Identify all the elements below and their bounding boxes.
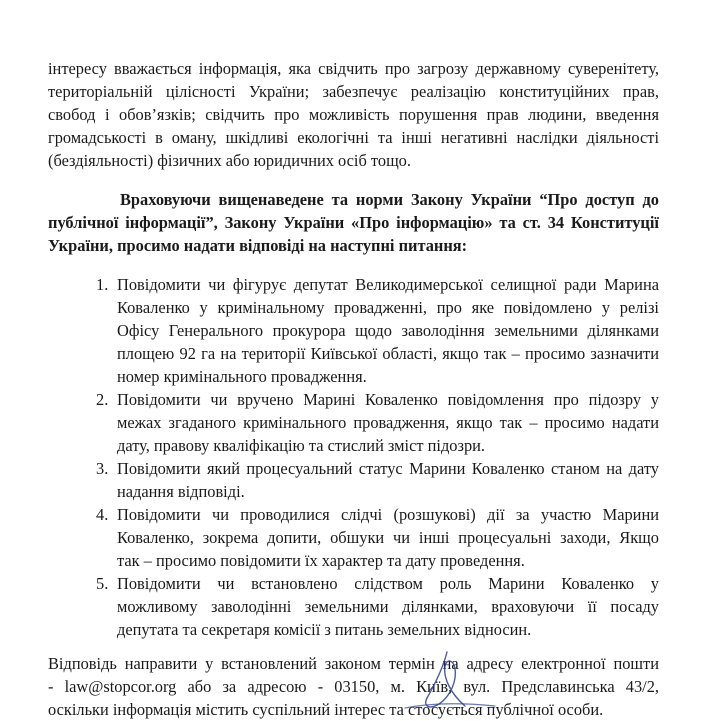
list-item-number: 4.: [96, 505, 109, 524]
list-item-line: Коваленко у кримінальному провадженні, про яке повідомлено у релізі: [117, 298, 659, 317]
list-item-line: Повідомити чи вручено Марині Коваленко повідомлення про підозру у: [117, 390, 659, 409]
list-item-line: Повідомити чи проводилися слідчі (розшукові) дії за участю Марини: [117, 505, 659, 524]
list-item-line: Офісу Генерального прокурора щодо заволодіння земельними ділянками: [117, 321, 659, 340]
intro-line: (бездіяльності) фізичних або юридичних осіб тощо.: [48, 151, 411, 170]
list-item-number: 1.: [96, 275, 109, 294]
list-item-number: 2.: [96, 390, 109, 409]
list-item-line: депутата та секретаря комісії з питань земельних відносин.: [117, 620, 532, 639]
list-item-line: так – просимо повідомити їх характер та дату проведення.: [117, 551, 525, 570]
closing-line: оскільки інформація містить суспільний інтерес та стосується публічної особи.: [48, 700, 604, 719]
list-item-line: дату, правову кваліфікацію та стислий зміст підозри.: [117, 436, 486, 455]
intro-line: громадськості в оману, шкідливі екологічні та інші негативні наслідки діяльності: [48, 128, 659, 147]
list-item-line: Повідомити чи встановлено слідством роль Марини Коваленко у: [117, 574, 659, 593]
list-item-line: Повідомити чи фігурує депутат Великодимерської селищної ради Марина: [117, 275, 659, 294]
list-item-line: межах згаданого кримінального провадження, якщо так – просимо надати: [117, 413, 659, 432]
closing-line: - law@stopcor.org або за адресою - 03150, м. Київ, вул. Предславинська 43/2,: [48, 677, 659, 696]
list-item-line: надання відповіді.: [117, 482, 245, 501]
signature-stroke: [395, 650, 515, 712]
list-item-line: Повідомити який процесуальний статус Марини Коваленко станом на дату: [117, 459, 659, 478]
list-item-line: площею 92 га на території Київської області, якщо так – просимо зазначити: [117, 344, 659, 363]
list-item-line: номер кримінального провадження.: [117, 367, 367, 386]
request-line: Враховуючи вищенаведене та норми Закону України “Про доступ до: [120, 190, 659, 209]
list-item-line: можливому заволодінні земельними ділянками, враховуючи її посаду: [117, 597, 659, 616]
list-item-number: 3.: [96, 459, 109, 478]
closing-line: Відповідь направити у встановлений законом термін на адресу електронної пошти: [48, 654, 659, 673]
list-item-line: Коваленко, зокрема допити, обшуки чи інші процесуальні заходи, Якщо: [117, 528, 659, 547]
list-item-number: 5.: [96, 574, 109, 593]
intro-line: інтересу вважається інформація, яка свідчить про загрозу державному суверенітету,: [48, 59, 659, 78]
request-line: України, просимо надати відповіді на наступні питання:: [48, 236, 468, 255]
intro-line: територіальній цілісності України; забезпечує реалізацію конституційних прав,: [48, 82, 659, 101]
intro-line: свобод і обов’язків; свідчить про можливість порушення прав людини, введення: [48, 105, 659, 124]
request-line: публічної інформації”, Закону України «Про інформацію» та ст. 34 Конституції: [48, 213, 659, 232]
